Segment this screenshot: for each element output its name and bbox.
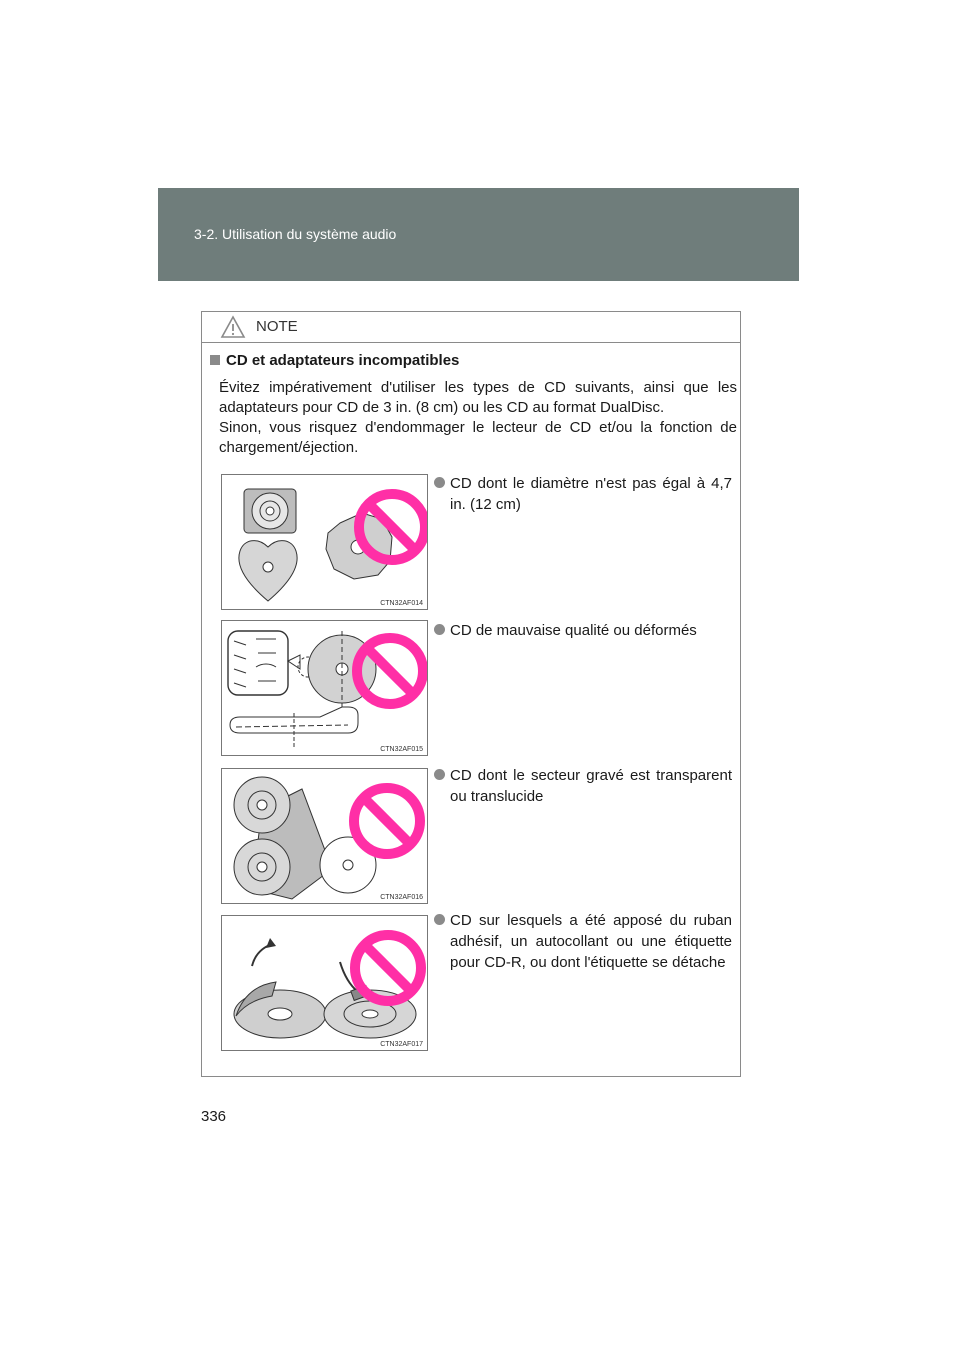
list-item bbox=[434, 765, 732, 807]
note-box bbox=[201, 311, 741, 1077]
image-code: CTN32AF016 bbox=[380, 894, 423, 901]
list-item bbox=[434, 473, 732, 515]
transparent-cd-drawing bbox=[222, 769, 427, 903]
note-label: NOTE bbox=[256, 318, 298, 335]
section-title bbox=[210, 352, 459, 369]
list-item bbox=[434, 910, 732, 973]
header-bar bbox=[158, 188, 799, 281]
intro-paragraph: Sinon, vous risquez d'endommager le lecteur de CD et/ou la fonction de chargement/éjection. bbox=[219, 419, 737, 456]
intro-text bbox=[219, 378, 737, 458]
labeled-cd-drawing bbox=[222, 916, 427, 1050]
illustration-labeled-cd bbox=[221, 915, 428, 1051]
illustration-wrong-size-cd bbox=[221, 474, 428, 610]
warning-icon bbox=[220, 315, 246, 339]
section-title-text: CD et adaptateurs incompatibles bbox=[226, 352, 460, 369]
section-heading: 3-2. Utilisation du système audio bbox=[194, 226, 397, 242]
illustration-transparent-cd bbox=[221, 768, 428, 904]
item-text: CD dont le diamètre n'est pas égal à 4,7 in. (12 cm) bbox=[450, 475, 732, 513]
image-code: CTN32AF015 bbox=[380, 746, 423, 753]
item-text: CD sur lesquels a été apposé du ruban adhésif, un autocollant ou une étiquette pour CD-R, ou dont l'étiquette se détache bbox=[450, 912, 732, 971]
note-header bbox=[202, 312, 740, 343]
intro-paragraph: Évitez impérativement d'utiliser les types de CD suivants, ainsi que les adaptateurs pour CD de 3 in. (8 cm) ou les CD au format DualDisc. bbox=[219, 379, 737, 416]
round-bullet-icon bbox=[434, 477, 445, 488]
round-bullet-icon bbox=[434, 914, 445, 925]
item-text: CD de mauvaise qualité ou déformés bbox=[450, 622, 697, 639]
list-item bbox=[434, 620, 732, 641]
round-bullet-icon bbox=[434, 769, 445, 780]
image-code: CTN32AF017 bbox=[380, 1041, 423, 1048]
square-bullet-icon bbox=[210, 355, 220, 365]
item-text: CD dont le secteur gravé est transparent ou translucide bbox=[450, 767, 732, 805]
image-code: CTN32AF014 bbox=[380, 600, 423, 607]
page-number: 336 bbox=[201, 1108, 227, 1125]
deformed-cd-drawing bbox=[222, 621, 427, 755]
wrong-size-cd-drawing bbox=[222, 475, 427, 609]
round-bullet-icon bbox=[434, 624, 445, 635]
illustration-deformed-cd bbox=[221, 620, 428, 756]
